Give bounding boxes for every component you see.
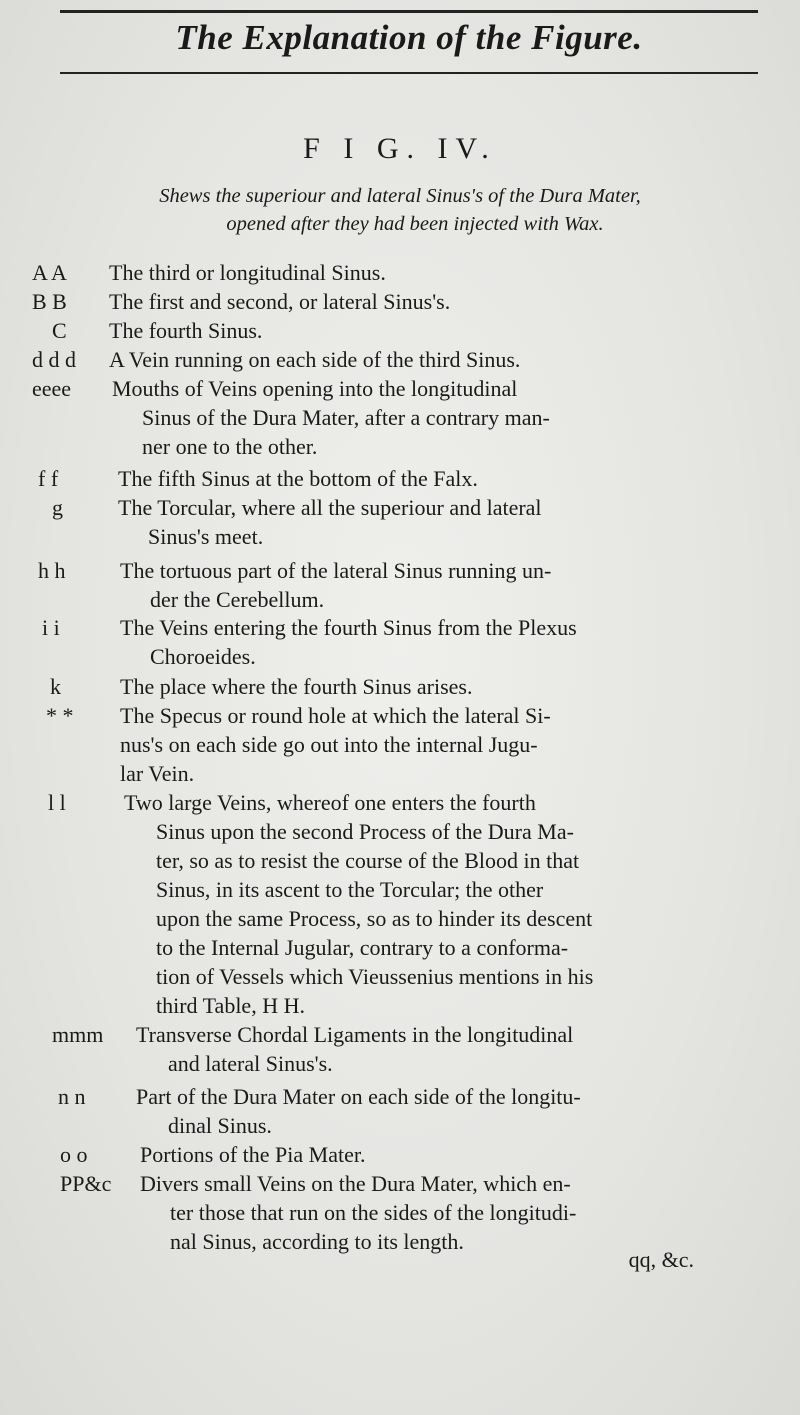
entry-text: Portions of the Pia Mater. bbox=[140, 1142, 366, 1167]
entry-key: l l bbox=[48, 790, 66, 815]
entry-text: Part of the Dura Mater on each side of the longitu- dinal Sinus. bbox=[136, 1084, 581, 1138]
entry-key: PP&c bbox=[60, 1171, 112, 1196]
header-rule-top bbox=[60, 10, 758, 13]
entry-key: B B bbox=[32, 289, 67, 314]
entry-text: Mouths of Veins opening into the longitudinal Sinus of the Dura Mater, after a contrary man- ner one to the other. bbox=[112, 376, 550, 459]
entry-text: A Vein running on each side of the third Sinus. bbox=[109, 347, 521, 372]
catchword: qq, &c. bbox=[628, 1247, 694, 1272]
caption-line: opened after they had been injected with Wax. bbox=[226, 213, 604, 235]
entry-text: Two large Veins, whereof one enters the fourth Sinus upon the second Process of the Dura Ma- ter, so as to resist the course of the Blood in that Sinus, in its ascent to the Torcular; the other upon the same Process, so as to hinder its descent to the Internal Jugular, contrary to a conforma- tion of Vessels which Vieussenius mentions in his third Table, H H. bbox=[124, 790, 594, 1018]
entry-key: eeee bbox=[32, 376, 72, 401]
entry-key: f f bbox=[38, 466, 59, 491]
entry-text: Divers small Veins on the Dura Mater, which en- ter those that run on the sides of the longitudi- nal Sinus, according to its length. bbox=[140, 1171, 577, 1254]
entry-text: The place where the fourth Sinus arises. bbox=[120, 674, 473, 699]
entry-key: A A bbox=[32, 260, 67, 285]
figure-title: F I G. IV. bbox=[303, 132, 497, 165]
entry-text: The Specus or round hole at which the lateral Si- nus's on each side go out into the internal Jugu- lar Vein. bbox=[120, 703, 551, 786]
entry-key: * * bbox=[46, 703, 74, 728]
entry-text: The first and second, or lateral Sinus's. bbox=[109, 289, 451, 314]
entry-key: i i bbox=[42, 615, 60, 640]
entry-key: d d d bbox=[32, 347, 76, 372]
entry-key: mmm bbox=[52, 1022, 104, 1047]
page-header: The Explanation of the Figure. bbox=[175, 18, 643, 57]
caption-line: Shews the superiour and lateral Sinus's of the Dura Mater, bbox=[159, 185, 641, 207]
entry-key: C bbox=[52, 318, 67, 343]
header-rule-bottom bbox=[60, 72, 758, 74]
entry-key: k bbox=[50, 674, 61, 699]
entry-text: Transverse Chordal Ligaments in the longitudinal and lateral Sinus's. bbox=[136, 1022, 574, 1076]
entry-text: The fourth Sinus. bbox=[109, 318, 263, 343]
entry-text: The third or longitudinal Sinus. bbox=[109, 260, 386, 285]
entry-key: n n bbox=[58, 1084, 86, 1109]
entry-key: g bbox=[52, 495, 63, 520]
entry-text: The fifth Sinus at the bottom of the Falx. bbox=[118, 466, 478, 491]
entry-text: The Veins entering the fourth Sinus from the Plexus Choroeides. bbox=[120, 615, 577, 669]
entry-text: The tortuous part of the lateral Sinus running un- der the Cerebellum. bbox=[120, 558, 552, 612]
entry-key: h h bbox=[38, 558, 66, 583]
entry-text: The Torcular, where all the superiour and lateral Sinus's meet. bbox=[118, 495, 542, 549]
entry-key: o o bbox=[60, 1142, 88, 1167]
figure-caption bbox=[30, 182, 770, 238]
